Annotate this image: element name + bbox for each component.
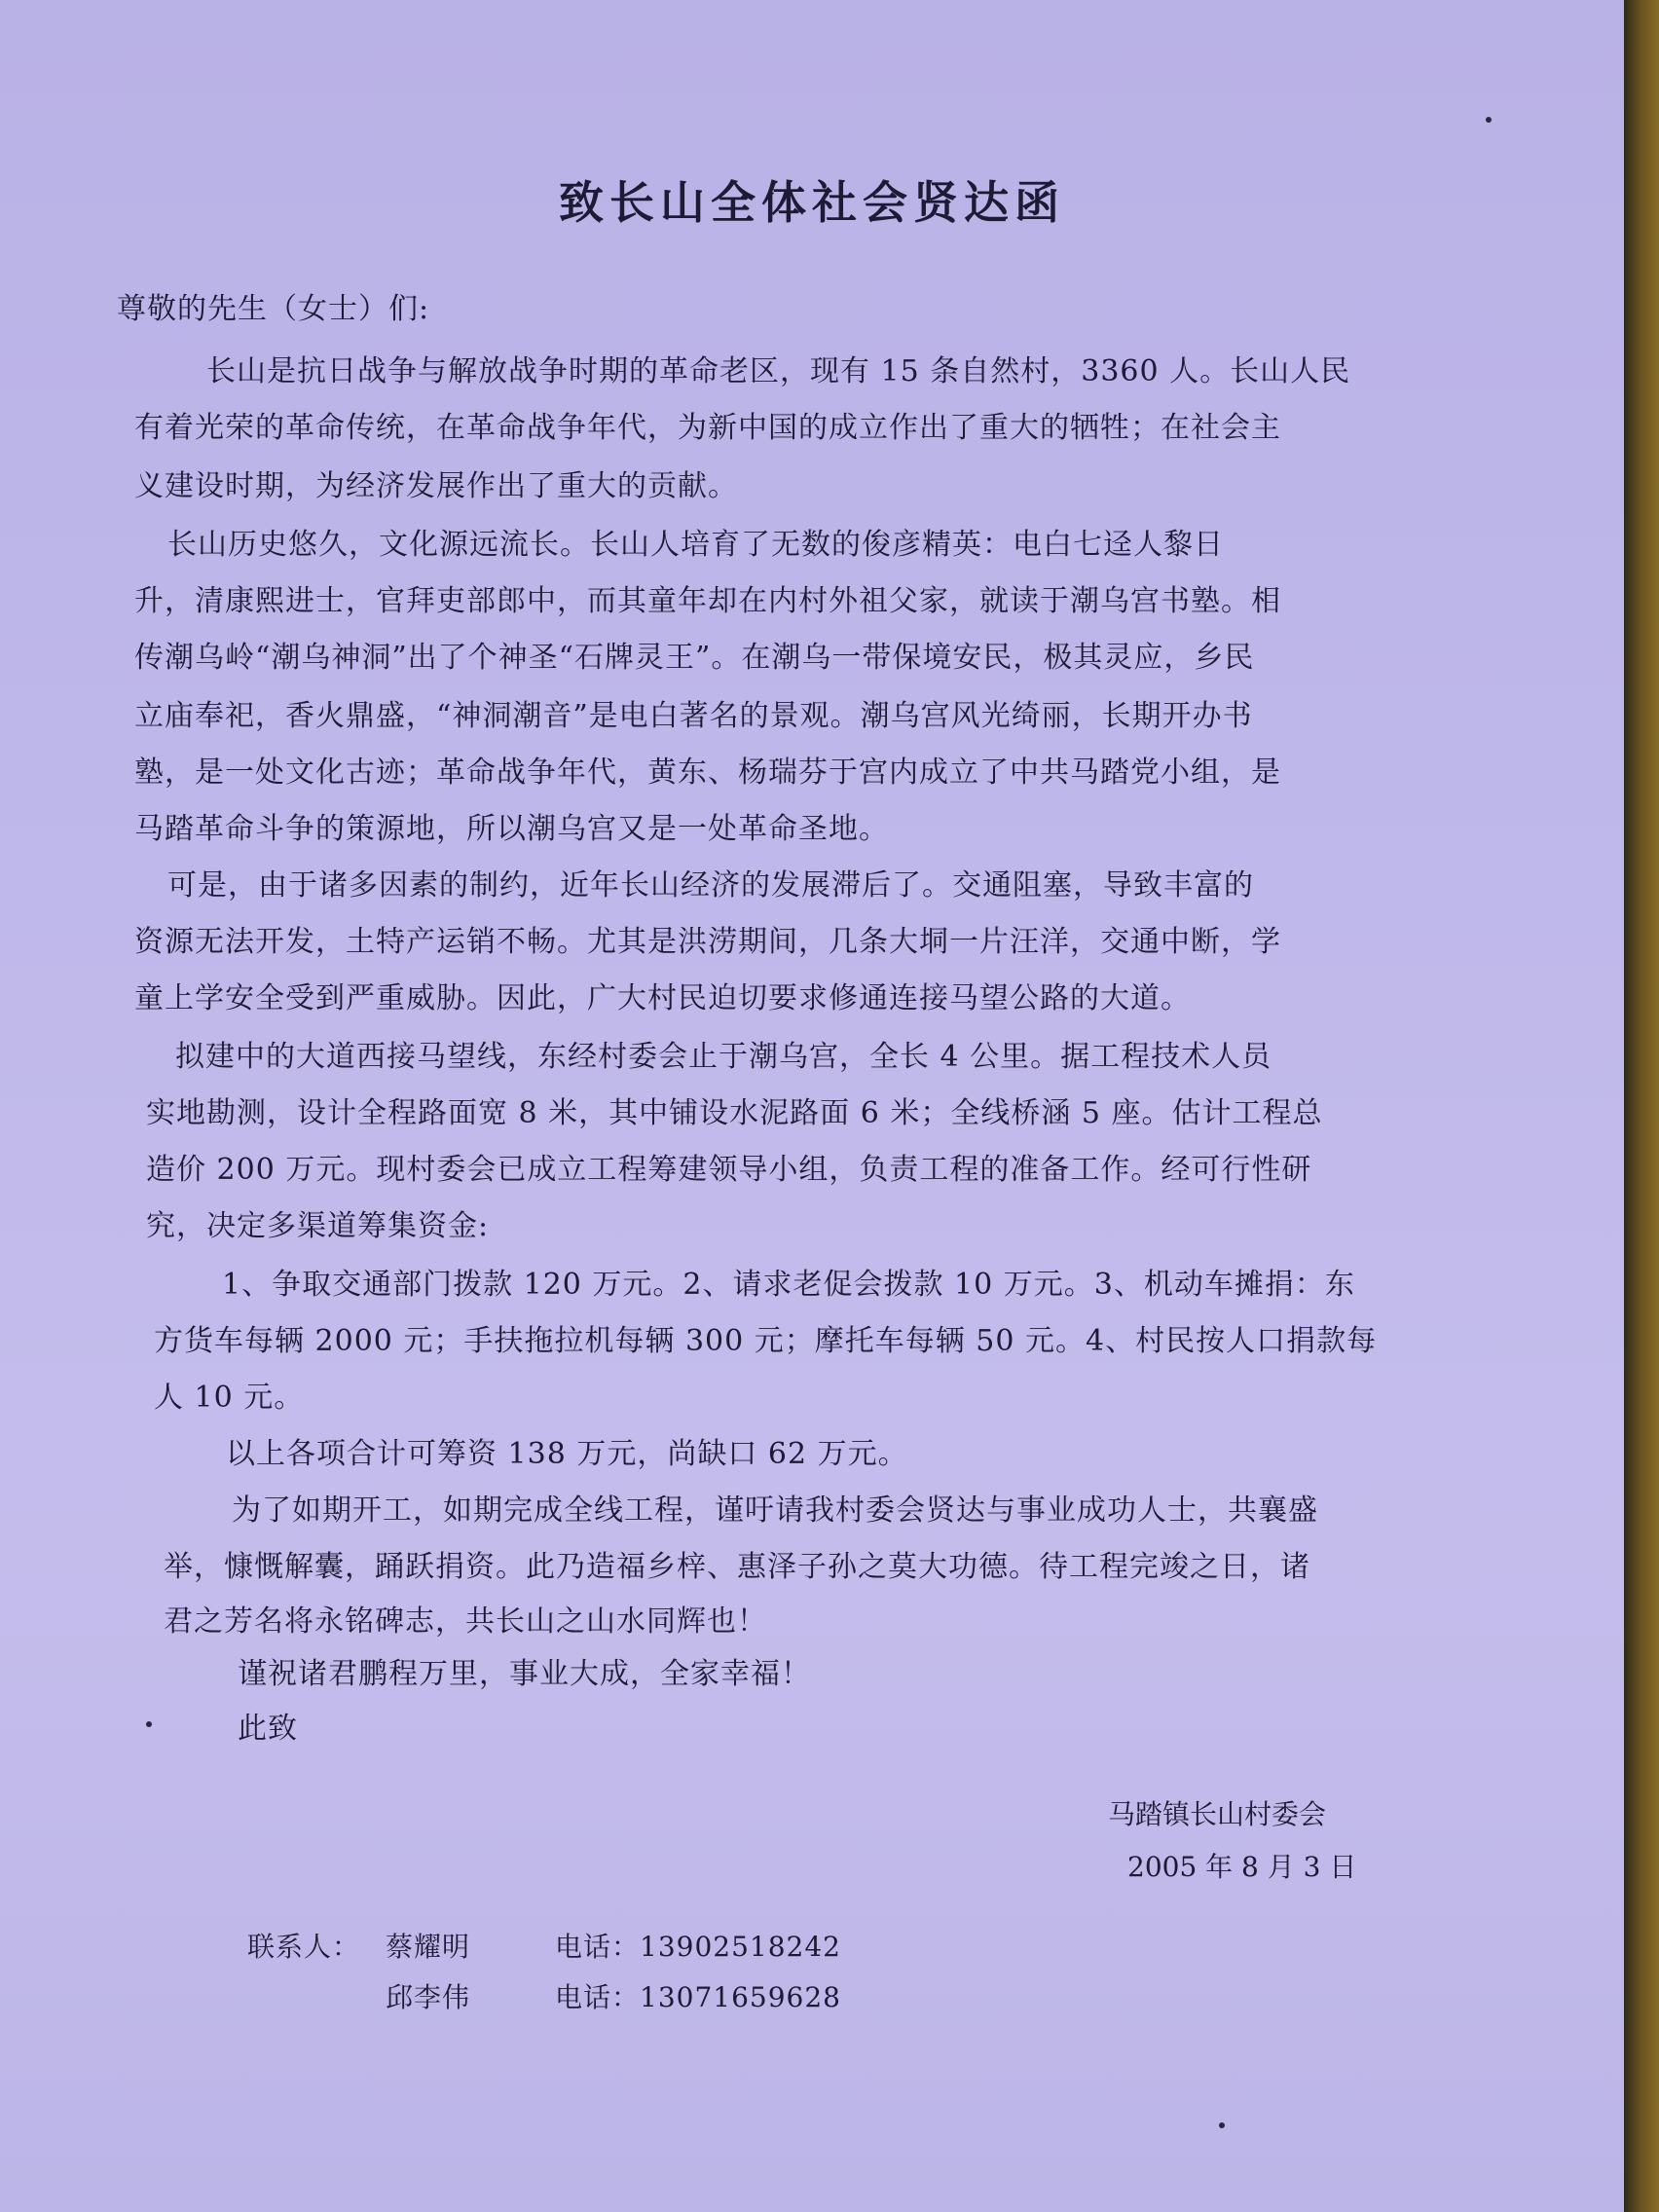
body-line: 实地勘测，设计全程路面宽 8 米，其中铺设水泥路面 6 米；全线桥涵 5 座。估计工程总 xyxy=(146,1096,1323,1130)
contact-name: 蔡耀明 xyxy=(386,1931,471,1963)
contact-phone: 电话：13902518242 xyxy=(555,1931,841,1963)
body-line: 童上学安全受到严重威胁。因此，广大村民迫切要求修通连接马望公路的大道。 xyxy=(134,981,1191,1015)
closing-salute: 此致 xyxy=(238,1712,298,1746)
letter-title: 致长山全体社会贤达函 xyxy=(559,176,1065,229)
body-line: 传潮乌岭“潮乌神洞”出了个神圣“石牌灵王”。在潮乌一带保境安民，极其灵应，乡民 xyxy=(134,641,1255,675)
body-line: 方货车每辆 2000 元；手扶拖拉机每辆 300 元；摩托车每辆 50 元。4、村民按人口捐款每 xyxy=(154,1324,1378,1358)
body-line: 长山是抗日战争与解放战争时期的革命老区，现有 15 条自然村，3360 人。长山人民 xyxy=(206,354,1351,388)
paper-speck xyxy=(1486,117,1492,123)
signature-date: 2005 年 8 月 3 日 xyxy=(1127,1851,1357,1883)
body-line: 升，清康熙进士，官拜吏部郎中，而其童年却在内村外祖父家，就读于潮乌宫书塾。相 xyxy=(134,584,1281,618)
body-line: 造价 200 万元。现村委会已成立工程筹建领导小组，负责工程的准备工作。经可行性研 xyxy=(146,1153,1312,1187)
body-line: 有着光荣的革命传统，在革命战争年代，为新中国的成立作出了重大的牺牲；在社会主 xyxy=(134,411,1281,445)
salutation: 尊敬的先生（女士）们: xyxy=(117,292,430,326)
paper-speck xyxy=(1219,2122,1225,2128)
closing-wish: 谨祝诸君鹏程万里，事业大成，全家幸福！ xyxy=(238,1657,811,1691)
body-line: 塾，是一处文化古迹；革命战争年代，黄东、杨瑞芬于宫内成立了中共马踏党小组，是 xyxy=(134,756,1281,790)
body-line: 义建设时期，为经济发展作出了重大的贡献。 xyxy=(134,469,738,503)
body-line: 君之芳名将永铭碑志，共长山之山水同辉也！ xyxy=(164,1604,767,1639)
contact-label: 联系人： xyxy=(247,1931,361,1963)
body-line: 立庙奉祀，香火鼎盛，“神洞潮音”是电白著名的景观。潮乌宫风光绮丽，长期开办书 xyxy=(134,699,1253,733)
body-line: 举，慷慨解囊，踊跃捐资。此乃造福乡梓、惠泽子孙之莫大功德。待工程完竣之日，诸 xyxy=(164,1550,1310,1584)
body-line: 人 10 元。 xyxy=(154,1381,305,1415)
body-line: 资源无法开发，土特产运销不畅。尤其是洪涝期间，几条大垌一片汪洋，交通中断，学 xyxy=(134,925,1281,959)
body-line: 长山历史悠久，文化源远流长。长山人培育了无数的俊彦精英：电白七迳人黎日 xyxy=(167,528,1224,562)
body-line: 1、争取交通部门拨款 120 万元。2、请求老促会拨款 10 万元。3、机动车摊捐：东 xyxy=(222,1268,1355,1302)
contact-phone: 电话：13071659628 xyxy=(555,1981,841,2013)
contact-name: 邱李伟 xyxy=(386,1981,471,2013)
paper-speck xyxy=(146,1721,152,1727)
body-line: 可是，由于诸多因素的制约，近年长山经济的发展滞后了。交通阻塞，导致丰富的 xyxy=(167,868,1254,903)
body-line: 拟建中的大道西接马望线，东经村委会止于潮乌宫，全长 4 公里。据工程技术人员 xyxy=(175,1040,1272,1074)
paper-edge-background xyxy=(1624,0,1659,2212)
body-line: 以上各项合计可筹资 138 万元，尚缺口 62 万元。 xyxy=(226,1437,908,1471)
body-line: 究，决定多渠道筹集资金: xyxy=(146,1209,490,1243)
body-line: 为了如期开工，如期完成全线工程，谨吁请我村委会贤达与事业成功人士，共襄盛 xyxy=(232,1493,1318,1528)
body-line: 马踏革命斗争的策源地，所以潮乌宫又是一处革命圣地。 xyxy=(134,812,889,846)
signature-organization: 马踏镇长山村委会 xyxy=(1108,1798,1327,1830)
